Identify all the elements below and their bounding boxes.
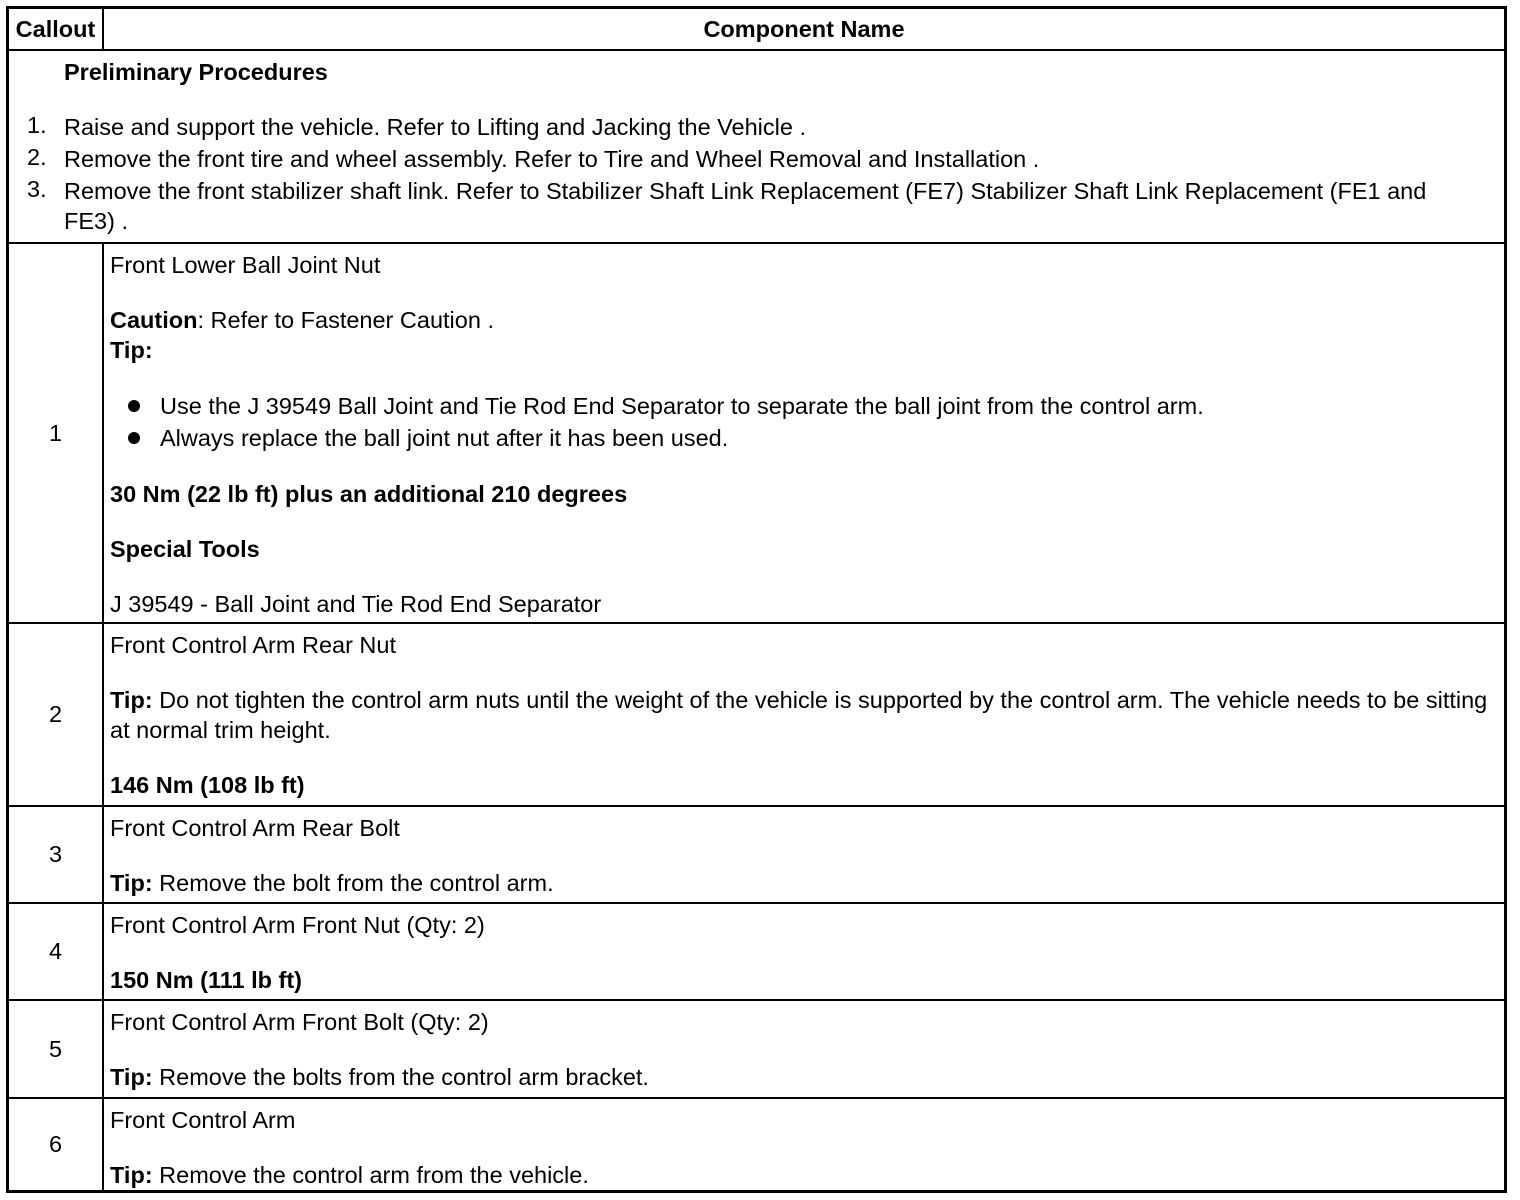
callout-number: 1 [9,244,104,622]
table-row [9,807,1504,904]
step-text: Remove the front stabilizer shaft link. Refer to Stabilizer Shaft Link Replacement (FE7) Stabilizer Shaft Link Replacement (FE1 and FE3) . [64,178,1427,234]
row-content [110,910,1496,995]
callout-number: 3 [9,807,104,902]
bullet-icon [128,432,140,444]
table-row [9,904,1504,1001]
tip-line [110,868,1496,898]
torque-spec: 146 Nm (108 lb ft) [110,772,305,798]
bullet-text: Always replace the ball joint nut after it has been used. [160,425,729,451]
tip-line [110,1062,1496,1092]
step-number: 3. [27,176,47,202]
table-header-row [9,9,1504,51]
header-component-name: Component Name [703,15,905,42]
callout-number: 5 [9,1001,104,1097]
table-row [9,624,1504,807]
tip-label: Tip: [110,1064,153,1090]
torque-spec: 30 Nm (22 lb ft) plus an additional 210 degrees [110,481,628,507]
tip-label: Tip: [110,1162,153,1188]
callout-number: 2 [9,624,104,805]
step-number: 1. [27,112,47,138]
component-name: Front Lower Ball Joint Nut [110,252,381,278]
special-tools-label: Special Tools [110,536,260,562]
component-name: Front Control Arm Rear Bolt [110,815,400,841]
callout-number: 6 [9,1099,104,1190]
row-content [110,1105,1496,1190]
row-content [110,250,1496,619]
row-content [110,1007,1496,1092]
table-row [9,1099,1504,1190]
tip-text: Do not tighten the control arm nuts until the weight of the vehicle is supported by the control arm. The vehicle needs to be sitting at normal trim height. [110,687,1488,743]
table-row [9,244,1504,624]
component-name: Front Control Arm Rear Nut [110,632,397,658]
step-text: Remove the front tire and wheel assembly. Refer to Tire and Wheel Removal and Installation . [64,146,1040,172]
tip-label: Tip: [110,337,153,363]
caution-line [110,305,1496,335]
step-text: Raise and support the vehicle. Refer to Lifting and Jacking the Vehicle . [64,114,807,140]
caution-text: : Refer to Fastener Caution . [197,307,494,333]
table-row [9,1001,1504,1099]
bullet-text: Use the J 39549 Ball Joint and Tie Rod End Separator to separate the ball joint from the control arm. [160,393,1204,419]
tip-line [110,1160,1496,1190]
preliminary-row [9,51,1504,244]
header-callout: Callout [9,9,104,49]
component-name: Front Control Arm Front Nut (Qty: 2) [110,912,485,938]
tip-label: Tip: [110,687,153,713]
component-name: Front Control Arm [110,1107,296,1133]
tip-text: Remove the bolts from the control arm bracket. [152,1064,649,1090]
row-content [110,630,1496,800]
preliminary-title: Preliminary Procedures [64,59,328,85]
component-name: Front Control Arm Front Bolt (Qty: 2) [110,1009,489,1035]
special-tools-text: J 39549 - Ball Joint and Tie Rod End Separator [110,591,602,617]
list-item [110,390,1496,422]
tip-label: Tip: [110,870,153,896]
procedure-table [6,6,1507,1193]
list-item [110,422,1496,454]
row-content [110,813,1496,898]
tip-text: Remove the bolt from the control arm. [152,870,554,896]
bullet-icon [128,400,140,412]
caution-label: Caution [110,307,198,333]
step-number: 2. [27,144,47,170]
tip-text: Remove the control arm from the vehicle. [152,1162,589,1188]
callout-number: 4 [9,904,104,999]
torque-spec: 150 Nm (111 lb ft) [110,967,302,993]
tip-line [110,685,1496,745]
